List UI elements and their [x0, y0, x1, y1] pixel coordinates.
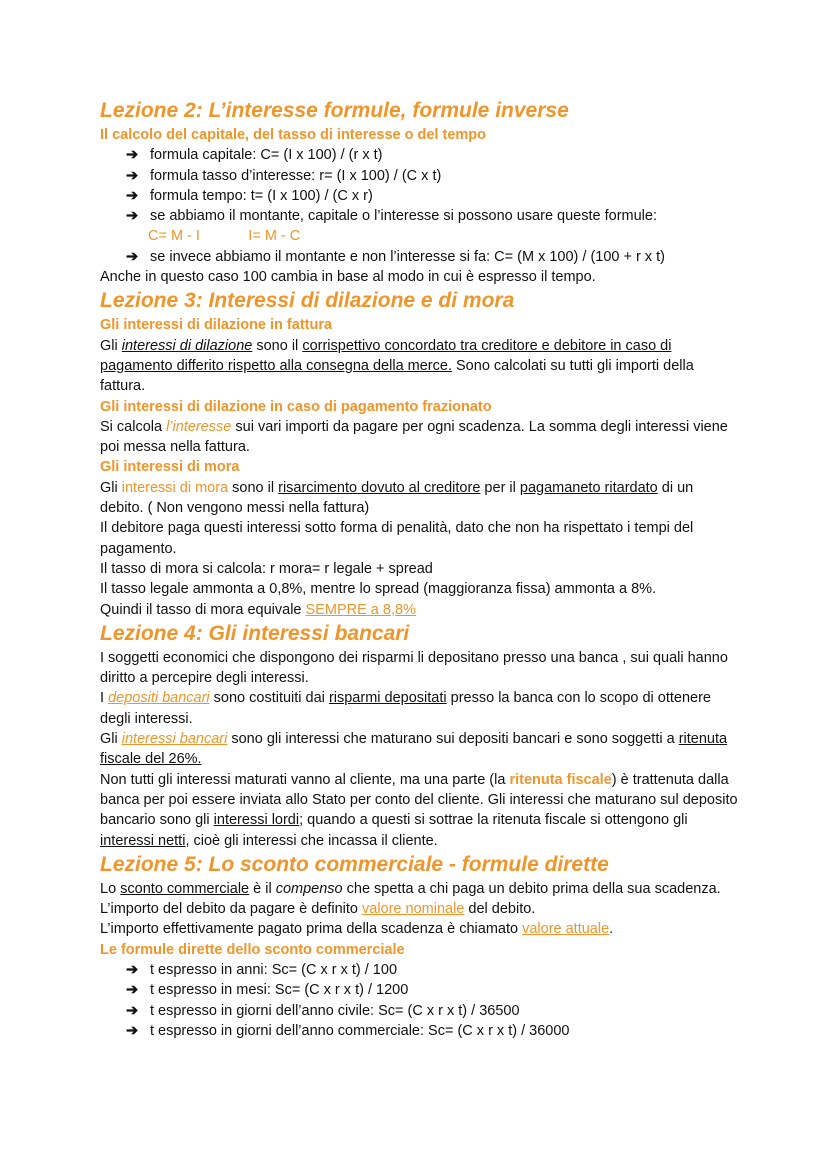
lezione4-paragraph2: I depositi bancari sono costituiti dai risparmi depositati presso la banca con lo scopo di ottenere degli interessi. [100, 690, 712, 727]
lezione3-section2-paragraph: Si calcola l’interesse sui vari importi da pagare per ogni scadenza. La somma degli interessi viene poi messa nella fattura. [100, 418, 728, 456]
lezione3-section3-paragraph5: Quindi il tasso di mora equivale SEMPRE a 8,8% [100, 601, 416, 618]
lezione3-title: Lezione 3: Interessi di dilazione e di mora [100, 289, 515, 313]
list-item: ➔ formula tasso d’interesse: r= (I x 100) / (C x t) [126, 166, 740, 186]
lezione4-paragraph1: I soggetti economici che dispongono dei risparmi li depositano presso una banca , sui quali hanno diritto a percepire degli interessi. [100, 649, 728, 687]
lezione5-paragraph1: Lo sconto commerciale è il compenso che spetta a chi paga un debito prima della sua scadenza. [100, 880, 721, 897]
lezione5-paragraph2: L’importo del debito da pagare è definito valore nominale del debito. [100, 901, 536, 918]
list-item: ➔ formula tempo: t= (I x 100) / (C x r) [126, 186, 740, 206]
lezione3-section3-paragraph2: Il debitore paga questi interessi sotto forma di penalità, dato che non ha rispettato i tempi del pagamento. [100, 520, 694, 557]
arrow-icon: ➔ [126, 147, 139, 164]
lezione5-formula-list [100, 960, 740, 1041]
lezione3-section3-title: Gli interessi di mora [100, 459, 240, 476]
lezione4-paragraph4: Non tutti gli interessi maturati vanno al cliente, ma una parte (la ritenuta fiscale) è trattenuta dalla banca per poi essere inviata allo Stato per conto del cliente. Gli interessi che maturano sul deposito bancario sono gli interessi lordi; quando a questi si sottrae la ritenuta fiscale si ottengono gli interessi netti, cioè gli interessi che incassa il cliente. [100, 771, 738, 849]
lezione2-title: Lezione 2: L’interesse formule, formule inverse [100, 99, 569, 122]
lezione2-formula-list-2 [100, 247, 740, 267]
lezione4-paragraph3: Gli interessi bancari sono gli interessi che maturano sui depositi bancari e sono soggetti a ritenuta fiscale del 26%. [100, 731, 728, 768]
lezione3-section2-title: Gli interessi di dilazione in caso di pagamento frazionato [100, 398, 492, 415]
document-content [100, 97, 740, 1041]
lezione2-formula-list [100, 145, 740, 226]
lezione5-section-title: Le formule dirette dello sconto commerciale [100, 941, 405, 958]
lezione2-subtitle: Il calcolo del capitale, del tasso di interesse o del tempo [100, 127, 486, 143]
arrow-icon: ➔ [126, 961, 139, 978]
list-item: ➔ t espresso in mesi: Sc= (C x r x t) / 1200 [126, 980, 740, 1000]
list-item: ➔ se abbiamo il montante, capitale o l’interesse si possono usare queste formule: [126, 206, 740, 226]
lezione3-section1-paragraph: Gli interessi di dilazione sono il corrispettivo concordato tra creditore e debitore in caso di pagamento differito rispetto alla consegna della merce. Sono calcolati su tutti gli importi della fattura. [100, 337, 694, 395]
arrow-icon: ➔ [126, 208, 139, 225]
lezione2-note: Anche in questo caso 100 cambia in base al modo in cui è espresso il tempo. [100, 269, 596, 286]
arrow-icon: ➔ [126, 167, 139, 184]
lezione2-inline-formulas: C= M - I I= M - C [148, 228, 301, 245]
lezione3-section3-paragraph1: Gli interessi di mora sono il risarcimento dovuto al creditore per il pagamaneto ritardato di un debito. ( Non vengono messi nella fattura) [100, 479, 694, 517]
list-item: ➔ t espresso in anni: Sc= (C x r x t) / 100 [126, 960, 740, 980]
lezione5-paragraph3: L’importo effettivamente pagato prima della scadenza è chiamato valore attuale. [100, 921, 614, 938]
arrow-icon: ➔ [126, 187, 139, 204]
arrow-icon: ➔ [126, 248, 139, 265]
arrow-icon: ➔ [126, 1022, 139, 1039]
lezione4-title: Lezione 4: Gli interessi bancari [100, 621, 410, 645]
list-item: ➔ se invece abbiamo il montante e non l’interesse si fa: C= (M x 100) / (100 + r x t) [126, 247, 740, 267]
list-item: ➔ formula capitale: C= (I x 100) / (r x t) [126, 145, 740, 165]
lezione3-section3-paragraph3: Il tasso di mora si calcola: r mora= r legale + spread [100, 560, 433, 577]
lezione3-section3-paragraph4: Il tasso legale ammonta a 0,8%, mentre lo spread (maggioranza fissa) ammonta a 8%. [100, 581, 657, 598]
list-item: ➔ t espresso in giorni dell’anno civile: Sc= (C x r x t) / 36500 [126, 1001, 740, 1021]
arrow-icon: ➔ [126, 1002, 139, 1019]
arrow-icon: ➔ [126, 982, 139, 999]
lezione5-title: Lezione 5: Lo sconto commerciale - formule dirette [100, 852, 609, 876]
lezione3-section1-title: Gli interessi di dilazione in fattura [100, 317, 333, 334]
list-item: ➔ t espresso in giorni dell’anno commerciale: Sc= (C x r x t) / 36000 [126, 1021, 740, 1041]
